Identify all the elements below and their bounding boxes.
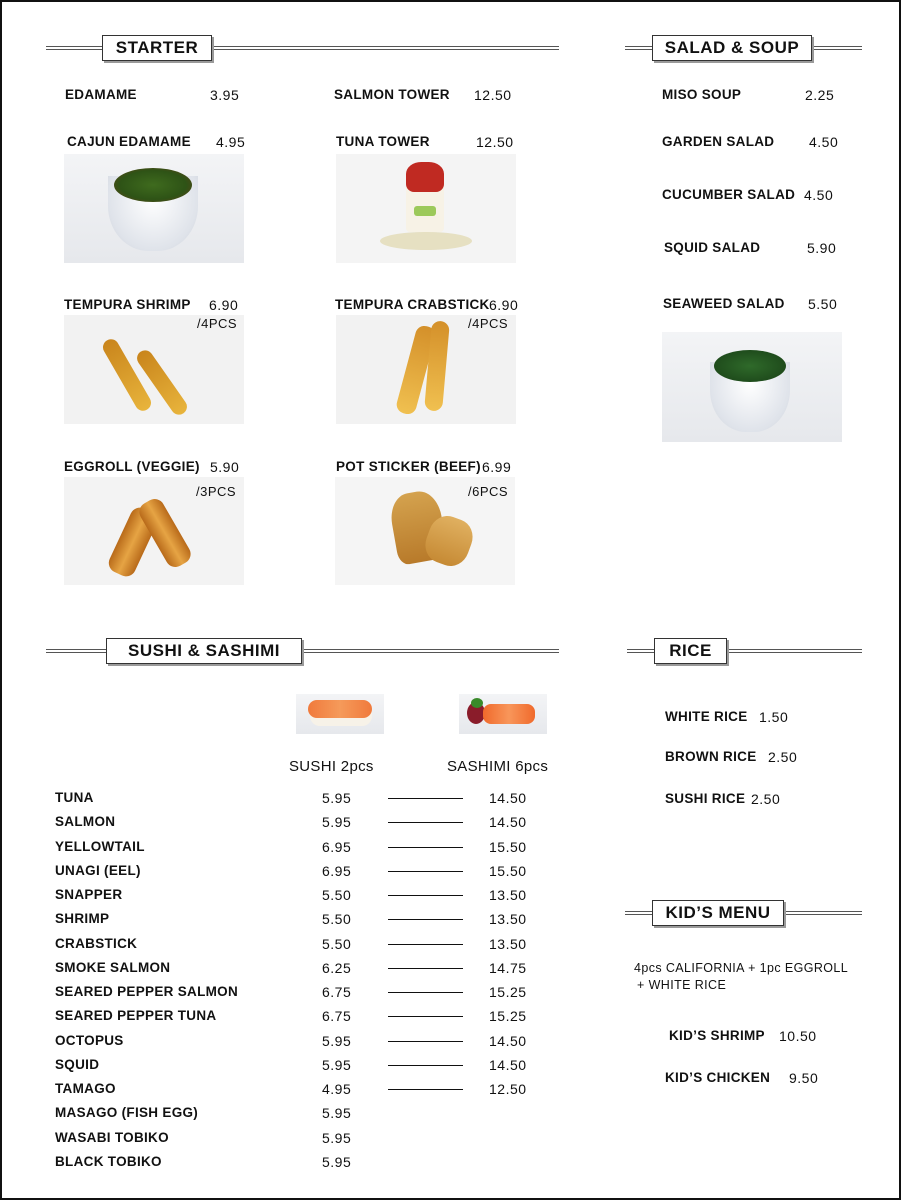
menu-item-price: 2.50 [768,749,798,765]
table-row [2,1008,901,1032]
menu-item-name: SUSHI RICE [665,791,746,806]
cajun-edamame-photo [64,154,244,263]
sushi-price: 6.75 [322,1008,352,1025]
sushi-price: 6.75 [322,984,352,1000]
sushi-sashimi-header [46,638,559,664]
menu-item-name: KID’S CHICKEN [665,1070,771,1085]
sushi-price: 5.95 [322,1129,352,1146]
kids-menu-title: KID’S MENU [665,903,771,922]
sushi-price: 5.95 [322,1032,352,1049]
table-row [2,1154,901,1178]
table-row [2,863,901,887]
tempura-crabstick-photo [336,315,516,424]
menu-item-price: 4.95 [216,134,246,150]
tempura-shrimp-photo [64,315,244,424]
menu-item-name: SALMON TOWER [334,87,450,102]
fish-name: UNAGI (EEL) [55,862,141,878]
dash-divider [388,1089,463,1090]
sushi-price: 6.25 [322,959,352,976]
dash-divider [388,798,463,799]
portion-label: /3PCS [196,484,237,499]
starter-title: STARTER [115,38,199,57]
rice-header [627,638,862,664]
sushi-price: 5.95 [322,1056,352,1073]
sushi-price: 5.95 [322,814,352,831]
table-row [2,1033,901,1057]
menu-item-price: 5.50 [808,296,838,312]
menu-item-name: EGGROLL (VEGGIE) [64,459,200,474]
menu-item-price: 12.50 [476,134,514,150]
menu-item-price: 1.50 [759,709,789,725]
menu-item-name: GARDEN SALAD [662,134,775,149]
sashimi-price: 13.50 [489,887,527,903]
portion-label: /6PCS [468,484,509,499]
sashimi-column-header: SASHIMI 6pcs [447,758,549,775]
table-row [2,1105,901,1129]
dash-divider [388,871,463,872]
menu-item-name: SQUID SALAD [664,240,761,255]
menu-item-name: SEAWEED SALAD [663,296,785,311]
menu-item-name: MISO SOUP [662,87,742,102]
fish-name: SQUID [55,1056,100,1072]
fish-name: SALMON [55,814,116,830]
dash-divider [388,992,463,993]
menu-item-name: CUCUMBER SALAD [662,187,796,202]
sashimi-price: 14.75 [489,959,527,976]
sashimi-price: 15.25 [489,1008,527,1025]
portion-label: /4PCS [468,316,509,331]
rice-title: RICE [669,641,712,660]
sushi-price: 6.95 [322,862,352,879]
sushi-column-header: SUSHI 2pcs [289,758,374,775]
salad-soup-header [625,35,862,61]
dash-divider [388,822,463,823]
table-row [2,1130,901,1154]
menu-item-name: CAJUN EDAMAME [67,134,191,149]
dash-divider [388,895,463,896]
sushi-price: 5.50 [322,935,352,952]
portion-label: /4PCS [197,316,238,331]
menu-item-price: 5.90 [210,459,240,475]
menu-item-name: EDAMAME [65,87,137,102]
sashimi-price: 13.50 [489,935,527,952]
menu-item-price: 4.50 [809,134,839,150]
salad-soup-title: SALAD & SOUP [664,38,800,57]
seaweed-salad-photo [662,332,842,442]
fish-name: WASABI TOBIKO [55,1129,169,1145]
dash-divider [388,919,463,920]
sushi-price: 5.95 [322,1105,352,1122]
sushi-price: 5.50 [322,887,352,903]
menu-item-price: 6.90 [489,297,519,313]
table-row [2,936,901,960]
sashimi-price: 15.50 [489,862,527,879]
sashimi-price: 15.25 [489,984,527,1000]
sashimi-price: 14.50 [489,814,527,831]
menu-item-name: TEMPURA SHRIMP [64,297,191,312]
sushi-sashimi-title: SUSHI & SASHIMI [127,641,281,660]
fish-name: MASAGO (FISH EGG) [55,1105,199,1121]
fish-name: BLACK TOBIKO [55,1153,162,1169]
sushi-price: 4.95 [322,1081,352,1097]
menu-item-price: 10.50 [779,1028,817,1044]
menu-item-price: 9.50 [789,1070,819,1086]
sashimi-price: 14.50 [489,1056,527,1073]
fish-name: SEARED PEPPER SALMON [55,984,239,999]
fish-name: SMOKE SALMON [55,959,171,975]
menu-item-name: WHITE RICE [665,709,748,724]
dash-divider [388,1065,463,1066]
table-row [2,814,901,838]
fish-name: OCTOPUS [55,1032,124,1048]
sushi-price: 5.95 [322,1153,352,1170]
kids-menu-header [625,900,862,926]
sashimi-photo [459,694,547,734]
fish-name: YELLOWTAIL [55,838,145,854]
menu-item-name: TUNA TOWER [336,134,430,149]
kids-combo-line-1: 4pcs CALIFORNIA + 1pc EGGROLL [634,961,849,975]
kids-combo-line-2: + WHITE RICE [637,978,727,992]
sushi-price: 6.95 [322,838,352,855]
menu-item-price: 12.50 [474,87,512,103]
menu-item-price: 2.25 [805,87,835,103]
dash-divider [388,847,463,848]
fish-name: SEARED PEPPER TUNA [55,1008,217,1024]
sashimi-price: 13.50 [489,911,527,928]
starter-header [46,35,559,61]
menu-item-name: TEMPURA CRABSTICK [335,297,490,312]
table-row [2,984,901,1008]
menu-item-name: POT STICKER (BEEF) [336,459,481,474]
fish-name: TUNA [55,790,94,805]
dash-divider [388,944,463,945]
dash-divider [388,1041,463,1042]
menu-item-price: 4.50 [804,187,834,203]
menu-item-price: 6.90 [209,297,239,313]
fish-name: TAMAGO [55,1081,116,1096]
sashimi-price: 15.50 [489,838,527,855]
menu-item-price: 2.50 [751,791,781,807]
sashimi-price: 12.50 [489,1081,527,1097]
menu-item-name: BROWN RICE [665,749,757,764]
fish-name: SHRIMP [55,911,110,927]
fish-name: CRABSTICK [55,935,138,951]
fish-name: SNAPPER [55,887,123,902]
dash-divider [388,968,463,969]
table-row [2,839,901,863]
menu-item-price: 3.95 [210,87,240,103]
sushi-price: 5.50 [322,911,352,928]
dash-divider [388,1016,463,1017]
sashimi-price: 14.50 [489,790,527,806]
sashimi-price: 14.50 [489,1032,527,1049]
menu-item-name: KID’S SHRIMP [669,1028,765,1043]
menu-item-price: 6.99 [482,459,512,475]
menu-item-price: 5.90 [807,240,837,256]
tuna-tower-photo [336,154,516,263]
sushi-photo [296,694,384,734]
sushi-price: 5.95 [322,790,352,806]
